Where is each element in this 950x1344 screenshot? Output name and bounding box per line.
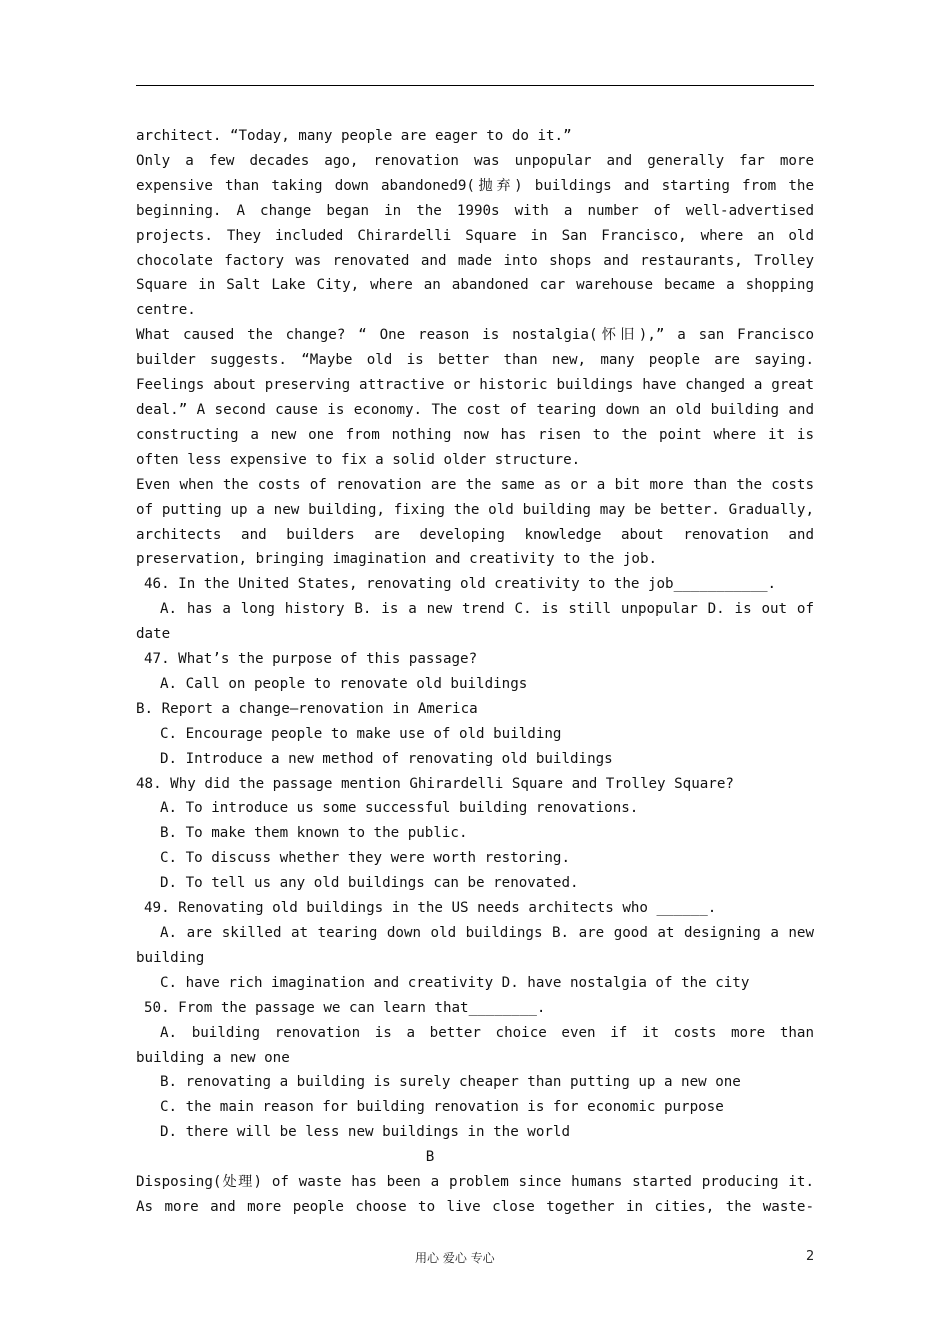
passage-a-paragraph-4: Even when the costs of renovation are the same as or a bit more than the costs of putting up a new building, fixing the old building may be better. Gradually, architects and builders are developing knowledge about renovation and preservation, bringing imagination and creativity to the job. (136, 476, 814, 568)
question-48-option-c: C. To discuss whether they were worth restoring. (160, 850, 570, 867)
passage-a-line-1: architect. “Today, many people are eager to do it.” (136, 128, 572, 144)
question-49-stem: 49. Renovating old buildings in the US needs architects who ______. (144, 900, 717, 917)
document-body (136, 124, 814, 1220)
passage-b-heading: B (425, 1149, 435, 1166)
question-50-option-c: C. the main reason for building renovation is for economic purpose (160, 1099, 724, 1116)
question-50-option-b: B. renovating a building is surely cheaper than putting up a new one (160, 1074, 741, 1091)
question-50-stem: 50. From the passage we can learn that________. (144, 999, 546, 1016)
page-number: 2 (806, 1249, 815, 1264)
footer-motto: 用心 爱心 专心 (415, 1251, 495, 1265)
question-48-option-d: D. To tell us any old buildings can be renovated. (160, 875, 579, 892)
question-47-stem: 47. What’s the purpose of this passage? (144, 651, 478, 668)
passage-a-paragraph-2: Only a few decades ago, renovation was unpopular and generally far more expensive than taking down abandoned9(抛弃) buildings and starting from the beginning. A change began in the 1990s with a number of well-advertised projects. They included Chirardelli Square in San Francisco, where an old chocolate factory was renovated and made into shops and restaurants, Trolley Square in Salt Lake City, where an abandoned car warehouse became a shopping centre. (136, 152, 814, 319)
passage-b-text: Disposing(处理) of waste has been a problem since humans started producing it. As more and more people choose to live close together in cities, the waste- (136, 1174, 814, 1215)
question-46-options: A. has a long history B. is a new trend C. is still unpopular D. is out of date (136, 601, 814, 643)
page-footer (0, 1249, 950, 1269)
question-50-option-a: A. building renovation is a better choice even if it costs more than building a new one (136, 1024, 814, 1066)
question-48-option-a: A. To introduce us some successful building renovations. (160, 800, 639, 817)
passage-a-paragraph-3: What caused the change? “ One reason is nostalgia(怀旧),” a san Francisco builder suggests. “Maybe old is better than new, many people are saying. Feelings about preserving attractive or historic buildings have changed a great deal.” A second cause is economy. The cost of tearing down an old building and constructing a new one from nothing now has risen to the point where it is often less expensive to fix a solid older structure. (136, 327, 814, 468)
question-48-stem: 48. Why did the passage mention Ghirardelli Square and Trolley Square? (136, 775, 734, 792)
question-47-option-b: B. Report a change—renovation in America (136, 700, 478, 717)
question-48-option-b: B. To make them known to the public. (160, 825, 468, 842)
question-49-options-ab: A. are skilled at tearing down old buildings B. are good at designing a new building (136, 925, 814, 966)
question-47-option-c: C. Encourage people to make use of old building (160, 725, 562, 742)
question-47-option-d: D. Introduce a new method of renovating old buildings (160, 750, 613, 767)
question-49-options-cd: C. have rich imagination and creativity D. have nostalgia of the city (160, 974, 750, 991)
question-47-option-a: A. Call on people to renovate old buildings (160, 675, 528, 692)
question-46-stem: 46. In the United States, renovating old creativity to the job___________. (144, 576, 777, 593)
question-50-option-d: D. there will be less new buildings in the world (160, 1124, 570, 1141)
header-rule (136, 85, 814, 86)
